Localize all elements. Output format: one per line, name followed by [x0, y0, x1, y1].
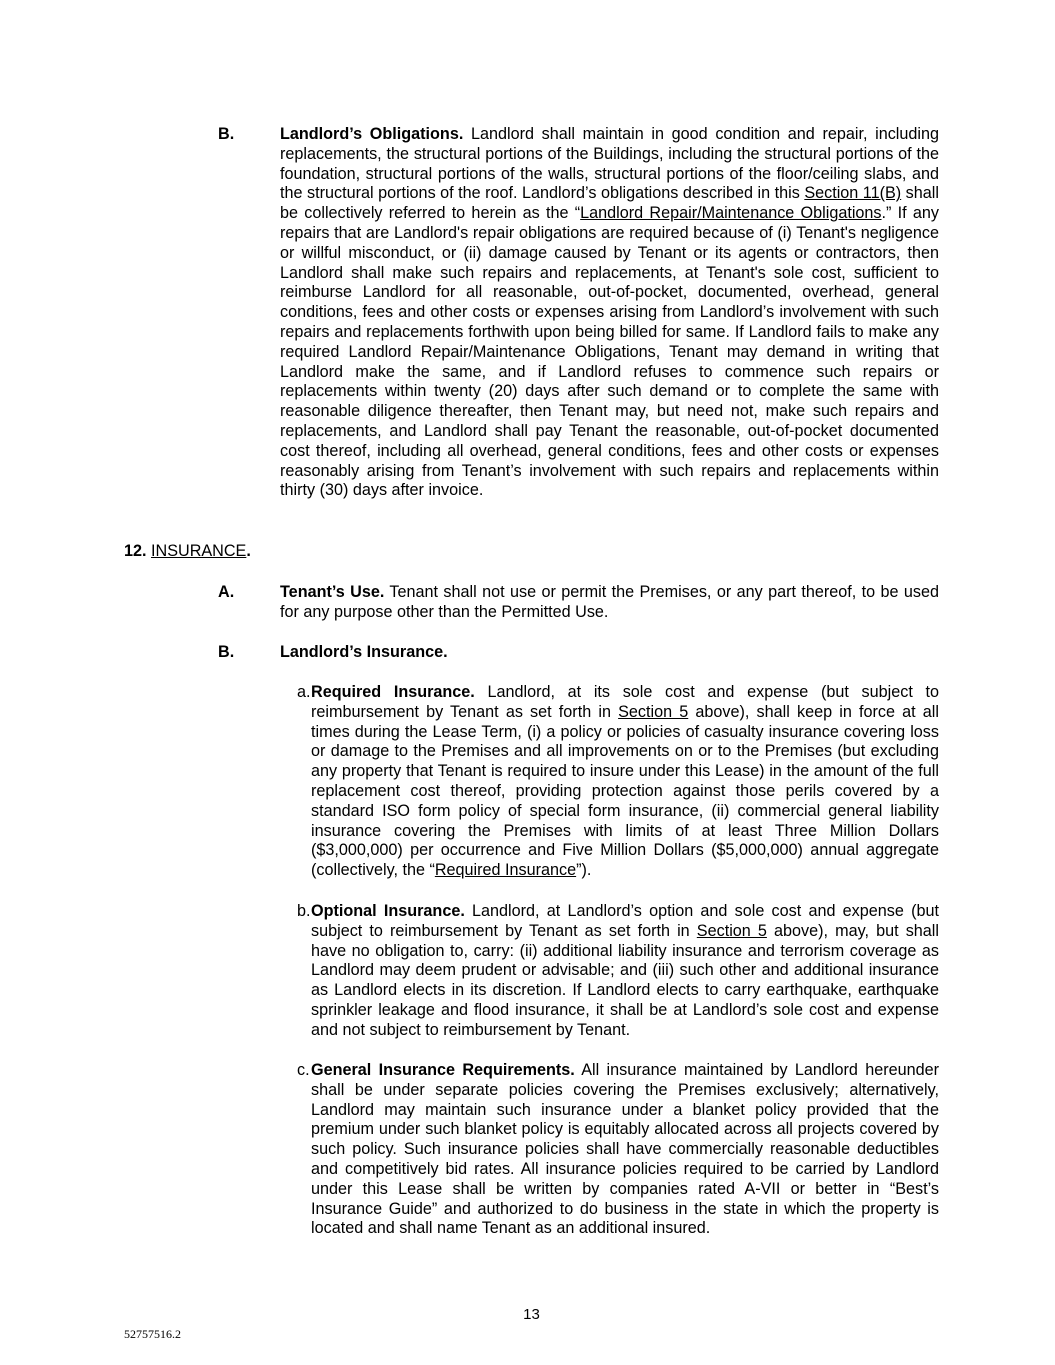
section-number: 12.: [124, 542, 147, 560]
subsection-paragraph: [311, 1061, 939, 1239]
subsection-a: [280, 683, 939, 881]
subsection-b: [280, 902, 939, 1041]
section-reference: Section 11(B): [804, 184, 902, 203]
subsection-label: b.: [297, 902, 311, 920]
section-paragraph: [280, 583, 939, 623]
paragraph-text: All insurance maintained by Landlord hereunder shall be under separate policies covering the Premises exclusively; alternatively, Landlord may maintain such insurance under a blanket policy provided that the premium under such blanket policy is equitably allocated across all projects covered by such policy. Such insurance policies shall have commercially reasonable deductibles and competitively bid rates. All insurance policies required to be carried by Landlord under this Lease shall be written by companies rated A-VII or better in “Best’s Insurance Guide” and authorized to do business in the state in which the property is located and shall name Tenant as an additional insured.: [311, 1061, 939, 1238]
section-reference: Section 5: [618, 702, 689, 721]
section-label: B.: [218, 125, 235, 143]
section-12-heading: [124, 542, 251, 562]
section-reference: Section 5: [696, 921, 767, 940]
section-11b: [218, 125, 939, 501]
defined-term: Landlord Repair/Maintenance Obligations: [580, 204, 882, 223]
paragraph-text: above), shall keep in force at all times during the Lease Term, (i) a policy or policies of casualty insurance covering loss or damage to the Premises and all improvements on or to the Premises (but excluding any property that Tenant is required to insure under this Lease) in the amount of the full replacement cost thereof, providing protection against those perils covered by a standard ISO form policy of special form insurance, (ii) commercial general liability insurance covering the Premises with limits of at least Three Million Dollars ($3,000,000) per occurrence and Five Million Dollars ($5,000,000) annual aggregate (collectively, the “: [311, 702, 939, 880]
subsection-heading: Optional Insurance.: [311, 902, 465, 920]
section-heading: Landlord’s Obligations.: [280, 125, 464, 143]
subsection-heading: Required Insurance.: [311, 683, 475, 701]
paragraph-text: Landlord, at Landlord’s option and sole cost and expense (but subject to reimbursement by Tenant as set forth in: [311, 902, 939, 940]
section-title: INSURANCE: [151, 542, 247, 560]
document-id: 52757516.2: [124, 1327, 181, 1341]
section-label: A.: [218, 583, 235, 601]
subsection-paragraph: [311, 902, 939, 1041]
paragraph-text: ”).: [576, 861, 592, 880]
paragraph-text: Tenant shall not use or permit the Premises, or any part thereof, to be used for any purpose other than the Permitted Use.: [280, 583, 939, 621]
section-paragraph: [280, 125, 939, 501]
subsection-label: c.: [297, 1061, 310, 1079]
section-12b: [218, 643, 939, 663]
page-number: 13: [523, 1306, 540, 1323]
subsection-c: [280, 1061, 939, 1239]
paragraph-text: shall be collectively referred to herein as the “: [280, 184, 939, 223]
paragraph-text: Landlord, at its sole cost and expense (but subject to reimbursement by Tenant as set forth in: [311, 683, 939, 721]
subsection-label: a.: [297, 683, 311, 701]
section-12a: [218, 583, 939, 623]
subsection-paragraph: [311, 683, 939, 881]
section-label: B.: [218, 643, 235, 661]
paragraph-text: Landlord shall maintain in good condition and repair, including replacements, the structural portions of the Buildings, including the structural portions of the foundation, structural portions of the walls, structural portions of the floor/ceiling slabs, and the structural portions of the roof. Landlord’s obligations described in this: [280, 125, 939, 203]
paragraph-text: above), may, but shall have no obligation to, carry: (ii) additional liability insurance and terrorism coverage as Landlord may deem prudent or advisable; and (iii) such other and additional insurance as Landlord elects in its discretion. If Landlord elects to carry earthquake, earthquake sprinkler leakage and flood insurance, it shall be at Landlord’s sole cost and expense and not subject to reimbursement by Tenant.: [311, 921, 939, 1039]
section-heading: Tenant’s Use.: [280, 583, 385, 601]
subsection-heading: General Insurance Requirements.: [311, 1061, 575, 1079]
paragraph-text: .” If any repairs that are Landlord's repair obligations are required because of (i) Tenant's negligence or willful misconduct, or (ii) damage caused by Tenant or its agents or contractors, then Landlord shall make such repairs and replacements, at Tenant's sole cost, sufficient to reimburse Landlord for all reasonable, out-of-pocket, documented, overhead, general conditions, fees and other costs or expenses arising from Landlord’s involvement with such repairs and replacements forthwith upon being billed for same. If Landlord fails to make any required Landlord Repair/Maintenance Obligations, Tenant may demand in writing that Landlord make the same, and if Landlord refuses to commence such repairs or replacements within twenty (20) days after such demand or to complete the same with reasonable diligence thereafter, then Tenant may, but need not, make such repairs and replacements, and Landlord shall pay Tenant the reasonable, out-of-pocket documented cost thereof, including all overhead, general conditions, fees and other costs or expenses reasonably arising from Tenant’s involvement with such repairs and replacements within thirty (30) days after invoice.: [280, 204, 940, 500]
defined-term: Required Insurance: [434, 861, 577, 880]
section-heading: Landlord’s Insurance.: [280, 643, 448, 661]
section-title-period: .: [246, 542, 251, 560]
